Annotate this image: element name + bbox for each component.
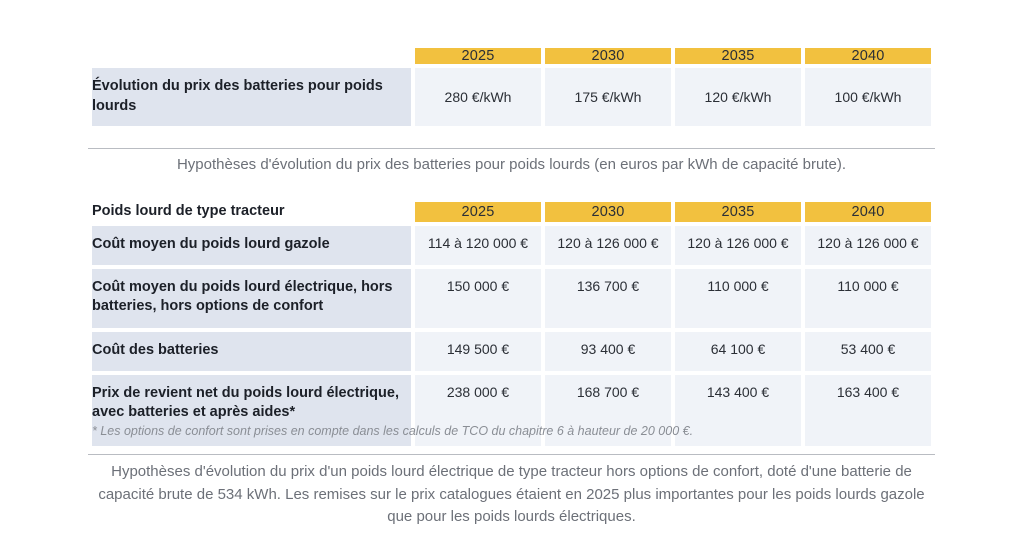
table-header-row [92,48,931,64]
cell-diesel-cost-2035: 120 à 126 000 € [675,226,801,265]
row-label-electric-cost: Coût moyen du poids lourd électrique, hors batteries, hors options de confort [92,269,411,328]
cell-electric-cost-2040: 110 000 € [805,269,931,328]
caption-one-divider [88,148,935,149]
cell-electric-cost-2035: 110 000 € [675,269,801,328]
cell-battery-price-2030: 175 €/kWh [545,68,671,126]
table-two-body [92,226,931,446]
footnote-comfort-options: * Les options de confort sont prises en compte dans les calculs de TCO du chapitre 6 à hauteur de 20 000 €. [92,424,694,438]
table-one-body [92,68,931,126]
row-label-diesel-cost: Coût moyen du poids lourd gazole [92,226,411,265]
column-header-2030: 2030 [545,48,671,64]
row-label-battery-price: Évolution du prix des batteries pour poids lourds [92,68,411,126]
table-one-header [92,48,931,64]
cell-net-cost-2040: 163 400 € [805,375,931,446]
table-row [92,226,931,265]
cell-net-cost-2030: 168 700 € [545,375,671,446]
column-header-2030: 2030 [545,202,671,222]
cell-battery-price-2025: 280 €/kWh [415,68,541,126]
cell-battery-price-2040: 100 €/kWh [805,68,931,126]
table-header-row [92,202,931,222]
column-header-2035: 2035 [675,202,801,222]
cell-diesel-cost-2030: 120 à 126 000 € [545,226,671,265]
caption-battery-price: Hypothèses d'évolution du prix des batteries pour poids lourds (en euros par kWh de capacité brute). [176,156,847,173]
cell-electric-cost-2025: 150 000 € [415,269,541,328]
cell-diesel-cost-2040: 120 à 126 000 € [805,226,931,265]
caption-truck-cost: Hypothèses d'évolution du prix d'un poids lourd électrique de type tracteur hors options de confort, doté d'une batterie de capacité brute de 534 kWh. Les remises sur le prix catalogues étaient en 2025 plus importantes pour les poids lourds gazole que pour les poids lourds électriques. [98,463,925,525]
row-label-battery-cost: Coût des batteries [92,332,411,371]
column-header-2040: 2040 [805,202,931,222]
column-header-2035: 2035 [675,48,801,64]
truck-cost-table [88,198,935,450]
column-header-2025: 2025 [415,202,541,222]
table-two-title-cell: Poids lourd de type tracteur [92,203,285,219]
column-header-2025: 2025 [415,48,541,64]
cell-battery-price-2035: 120 €/kWh [675,68,801,126]
table-row [92,332,931,371]
table-one-corner-cell [92,48,411,64]
cell-net-cost-2035: 143 400 € [675,375,801,446]
cell-battery-cost-2025: 149 500 € [415,332,541,371]
column-header-2040: 2040 [805,48,931,64]
battery-price-table [88,44,935,130]
row-label-net-cost: Prix de revient net du poids lourd électrique, avec batteries et après aides* [92,375,411,446]
cell-battery-cost-2035: 64 100 € [675,332,801,371]
cell-battery-cost-2030: 93 400 € [545,332,671,371]
cell-electric-cost-2030: 136 700 € [545,269,671,328]
table-row [92,269,931,328]
table-row [92,68,931,126]
caption-two-divider [88,454,935,455]
cell-battery-cost-2040: 53 400 € [805,332,931,371]
cell-diesel-cost-2025: 114 à 120 000 € [415,226,541,265]
cell-net-cost-2025: 238 000 € [415,375,541,446]
table-two-header [92,202,931,222]
